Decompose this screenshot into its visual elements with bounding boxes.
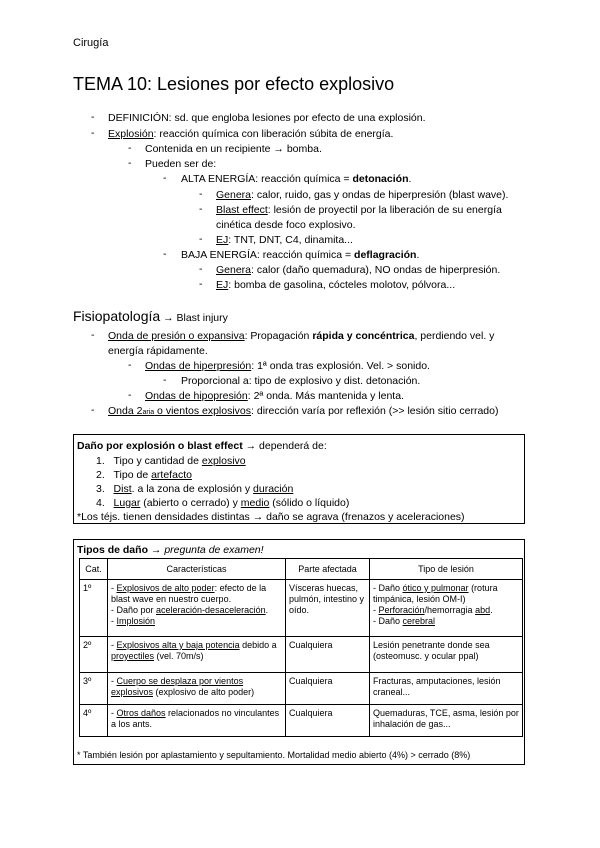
alta-ej-line	[216, 233, 353, 247]
bullet-dash: -	[163, 172, 167, 184]
t: (vel. 70m/s)	[154, 651, 204, 661]
bullet-dash: -	[91, 329, 95, 341]
t: -	[111, 583, 117, 593]
item-post2: (sólido o líquido)	[269, 497, 350, 509]
alta-bold: detonación	[352, 173, 409, 185]
cell-line	[111, 605, 282, 616]
caracteristicas-cell	[108, 637, 286, 673]
t: cerebral	[402, 616, 436, 626]
hiperpresion-line	[145, 359, 430, 373]
dano-note: *Los téjs. tienen densidades distintas → daño se agrava (frenazos y aceleraciones)	[77, 511, 465, 523]
alta-blast-text1: : lesión de proyectil por la liberación de su energía	[267, 204, 502, 216]
item-u: Lugar	[113, 497, 141, 509]
onda2-label-main: Onda 2	[108, 405, 143, 417]
alta-blast-label: Blast effect	[216, 204, 268, 216]
t: .	[265, 605, 269, 615]
lesion-cell: Fracturas, amputaciones, lesión craneal...	[370, 673, 523, 705]
column-header: Características	[108, 559, 286, 580]
item-u: explosivo	[201, 455, 246, 467]
t: - Daño	[373, 616, 403, 626]
bullet-dash: -	[128, 359, 132, 371]
alta-blast-line	[216, 203, 502, 217]
dano-item	[96, 496, 349, 510]
explosion-label: Explosión	[108, 128, 154, 140]
baja-genera-label: Genera	[216, 264, 252, 276]
cell-line	[373, 616, 519, 627]
caracteristicas-cell	[108, 673, 286, 705]
bullet-dash: -	[91, 404, 95, 416]
cat-cell: 2º	[80, 637, 108, 673]
caracteristicas-cell	[108, 580, 286, 637]
item-pre: Tipo y cantidad de	[113, 455, 202, 467]
item-u: artefacto	[151, 469, 192, 481]
definicion-label: DEFINICIÓN	[108, 112, 169, 124]
dano-title-rest: → dependerá de:	[242, 440, 327, 452]
item-num: 2.	[96, 469, 105, 481]
t: -	[111, 708, 117, 718]
t: (explosivo de alto poder)	[153, 687, 255, 697]
alta-genera-text: : calor, ruido, gas y ondas de hiperpresión (blast wave).	[251, 189, 509, 201]
column-header: Cat.	[80, 559, 108, 580]
alta-pre: ALTA ENERGÍA: reacción química =	[181, 173, 353, 185]
hiper-label: Ondas de hiperpresión	[145, 360, 252, 372]
item-num: 4.	[96, 497, 105, 509]
t: - Daño	[373, 583, 403, 593]
hipo-text: : 2ª onda. Más mantenida y lenta.	[247, 390, 404, 402]
t: Explosivos de alto poder	[116, 583, 215, 593]
onda-text-pre: : Propagación	[244, 330, 313, 342]
onda-presion-line2: energía rápidamente.	[108, 345, 208, 357]
table-row	[80, 705, 523, 737]
lesion-cell: Quemaduras, TCE, asma, lesión por inhalación de gas...	[370, 705, 523, 737]
bullet-dash: -	[163, 248, 167, 260]
alta-ej-text: : TNT, DNT, C4, dinamita...	[228, 234, 353, 246]
column-header: Tipo de lesión	[370, 559, 523, 580]
bullet-dash: -	[91, 111, 95, 123]
t: : efecto de la blast wave en nuestro cuerpo.	[111, 583, 267, 604]
definicion-text: : sd. que engloba lesiones por efecto de una explosión.	[168, 112, 426, 124]
onda2-sub: aria	[142, 409, 155, 416]
bullet-dash: -	[128, 142, 132, 154]
parte-cell: Cualquiera	[286, 705, 370, 737]
section-heading-fisiopatologia	[73, 308, 228, 324]
proporcional-line: Proporcional a: tipo de explosivo y dist. detonación.	[181, 375, 421, 387]
parte-cell: Cualquiera	[286, 673, 370, 705]
cat-cell: 3º	[80, 673, 108, 705]
bullet-dash: -	[199, 203, 203, 215]
dano-item	[96, 454, 246, 468]
baja-energia-line	[181, 248, 419, 262]
lesion-cell	[370, 580, 523, 637]
parte-cell: Vísceras huecas, pulmón, intestino y oído.	[286, 580, 370, 637]
bullet-dash: -	[128, 157, 132, 169]
t: ótico y pulmonar	[402, 583, 469, 593]
item-post: . a la zona de explosión y	[131, 483, 254, 495]
cell-line	[111, 583, 282, 605]
onda2-label	[108, 405, 251, 417]
table-row	[80, 580, 523, 637]
hiper-text: : 1ª onda tras explosión. Vel. > sonido.	[251, 360, 430, 372]
explosion-line	[108, 127, 393, 141]
table-header-row	[80, 559, 523, 580]
t: Explosivos alta y baja potencia	[116, 640, 240, 650]
dano-title-bold: Daño por explosión o blast effect	[77, 440, 243, 452]
item-u: Dist	[113, 483, 132, 495]
t: Implosión	[116, 616, 156, 626]
cell-line	[373, 583, 519, 605]
caracteristicas-cell	[108, 705, 286, 737]
t: Cuerpo se desplaza por vientos explosivos	[111, 676, 244, 697]
t: Perforación	[378, 605, 425, 615]
bullet-dash: -	[199, 278, 203, 290]
t: -	[111, 616, 117, 626]
alta-post: .	[408, 173, 412, 185]
baja-post: .	[416, 249, 420, 261]
item-u2: duración	[253, 483, 294, 495]
cat-cell: 1º	[80, 580, 108, 637]
item-num: 3.	[96, 483, 105, 495]
cell-line	[111, 616, 282, 627]
t: -	[111, 640, 117, 650]
table-footnote: * También lesión por aplastamiento y sepultamiento. Mortalidad medio abierto (4%) > cerrado (8%)	[77, 750, 471, 760]
onda-presion-line	[108, 329, 494, 343]
onda-label: Onda de presión o expansiva	[108, 330, 245, 342]
bullet-dash: -	[91, 127, 95, 139]
baja-bold: deflagración	[354, 249, 417, 261]
baja-ej-text: : bomba de gasolina, cócteles molotov, pólvora...	[228, 279, 456, 291]
t: -	[373, 605, 379, 615]
onda2-text: : dirección varía por reflexión (>> lesión sitio cerrado)	[251, 405, 499, 417]
baja-genera-text: : calor (daño quemadura), NO ondas de hiperpresión.	[251, 264, 501, 276]
dano-box-title	[77, 439, 327, 453]
tabla-title-bold: Tipos de daño	[77, 544, 148, 556]
explosion-text: : reacción química con liberación súbita de energía.	[153, 128, 394, 140]
alta-genera-label: Genera	[216, 189, 252, 201]
onda2-line	[108, 404, 498, 420]
bullet-dash: -	[163, 374, 167, 386]
onda2-label-rest: o vientos explosivos	[154, 405, 252, 417]
t: .	[490, 605, 493, 615]
bullet-dash: -	[128, 389, 132, 401]
fisio-title: Fisiopatología	[73, 308, 161, 324]
page-title: TEMA 10: Lesiones por efecto explosivo	[73, 74, 395, 94]
baja-ej-line	[216, 278, 455, 292]
onda-text-post: , perdiendo vel. y	[414, 330, 495, 342]
tipos-dano-title	[77, 543, 264, 557]
bullet-dash: -	[199, 263, 203, 275]
alta-ej-label: EJ	[216, 234, 229, 246]
fisio-subtitle: → Blast injury	[160, 312, 228, 324]
document-header: Cirugía	[73, 37, 109, 49]
pueden-line: Pueden ser de:	[145, 158, 217, 170]
table-row	[80, 673, 523, 705]
item-pre: Tipo de	[113, 469, 152, 481]
dano-item	[96, 482, 293, 496]
alta-genera-line	[216, 188, 508, 202]
t: - Daño por	[111, 605, 157, 615]
bullet-dash: -	[199, 233, 203, 245]
parte-cell: Cualquiera	[286, 637, 370, 673]
t: proyectiles	[111, 651, 155, 661]
t: relacionados no vinculantes a los ants.	[111, 708, 280, 729]
t: Otros daños	[116, 708, 166, 718]
hipo-label: Ondas de hipopresión	[145, 390, 248, 402]
bullet-dash: -	[199, 188, 203, 200]
dano-item	[96, 468, 192, 482]
item-num: 1.	[96, 455, 105, 467]
hipopresion-line	[145, 389, 404, 403]
alta-energia-line	[181, 172, 411, 186]
baja-pre: BAJA ENERGÍA: reacción química =	[181, 249, 355, 261]
column-header: Parte afectada	[286, 559, 370, 580]
cell-line	[373, 605, 519, 616]
t: abd	[475, 605, 491, 615]
definicion-line	[108, 111, 426, 125]
contenida-line: Contenida en un recipiente → bomba.	[145, 143, 322, 155]
item-post: (abierto o cerrado) y	[140, 497, 241, 509]
cat-cell: 4º	[80, 705, 108, 737]
table-row	[80, 637, 523, 673]
lesion-cell: Lesión penetrante donde sea (osteomusc. y ocular ppal)	[370, 637, 523, 673]
t: /hemorragia	[424, 605, 476, 615]
onda-bold: rápida y concéntrica	[312, 330, 415, 342]
baja-genera-line	[216, 263, 500, 277]
baja-ej-label: EJ	[216, 279, 229, 291]
t: (rotura timpánica, lesión OM-I)	[373, 583, 498, 604]
tipos-dano-table	[79, 558, 523, 737]
t: aceleración-desaceleración	[156, 605, 266, 615]
alta-blast-line2: cinética desde foco explosivo.	[216, 219, 356, 231]
t: debido a	[239, 640, 277, 650]
tabla-title-italic: → pregunta de examen!	[147, 544, 264, 556]
item-u2: medio	[240, 497, 270, 509]
t: -	[111, 676, 117, 686]
